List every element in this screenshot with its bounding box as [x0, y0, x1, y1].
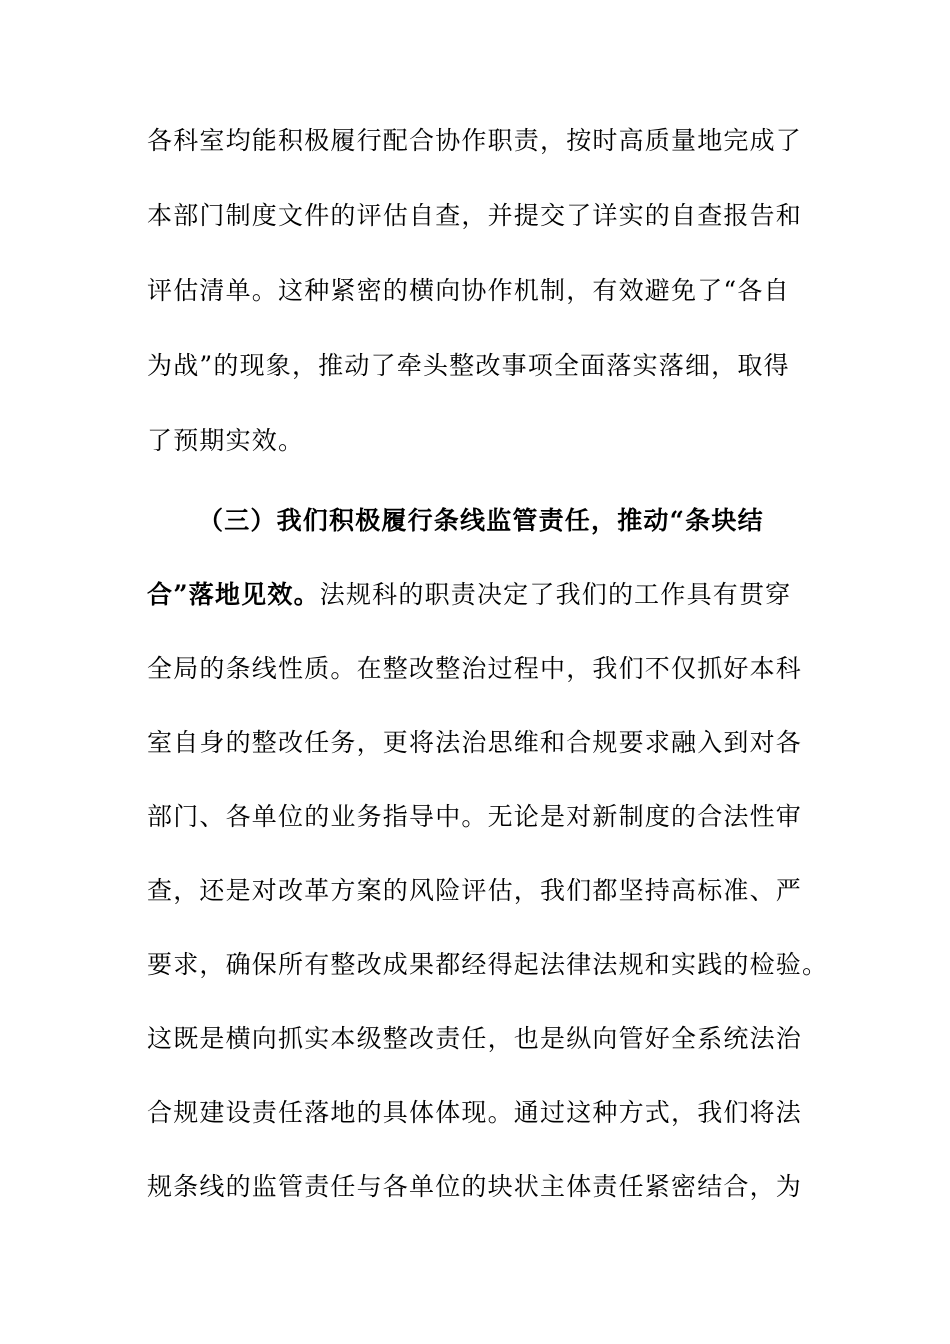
paragraph-line: 这既是横向抓实本级整改责任，也是纵向管好全系统法治 — [147, 1024, 803, 1053]
paragraph-line: 要求，确保所有整改成果都经得起法律法规和实践的检验。 — [147, 950, 829, 979]
paragraph-line: 为战”的现象，推动了牵头整改事项全面落实落细，取得 — [147, 351, 790, 380]
paragraph-line: 规条线的监管责任与各单位的块状主体责任紧密结合，为 — [147, 1172, 803, 1201]
paragraph-line: 了预期实效。 — [147, 426, 305, 455]
paragraph-line: 全局的条线性质。在整改整治过程中，我们不仅抓好本科 — [147, 654, 803, 683]
paragraph-line: 查，还是对改革方案的风险评估，我们都坚持高标准、严 — [147, 876, 803, 905]
paragraph-line: 各科室均能积极履行配合协作职责，按时高质量地完成了 — [147, 126, 803, 155]
section-heading-end: 合”落地见效。 — [147, 580, 320, 609]
heading-continuation-line — [147, 578, 791, 612]
section-heading: （三）我们积极履行条线监管责任，推动“条块结 — [198, 506, 764, 535]
paragraph-line: 部门、各单位的业务指导中。无论是对新制度的合法性审 — [147, 802, 803, 831]
paragraph-line: 合规建设责任落地的具体体现。通过这种方式，我们将法 — [147, 1098, 803, 1127]
paragraph-line: 本部门制度文件的评估自查，并提交了详实的自查报告和 — [147, 201, 803, 230]
paragraph-text: 法规科的职责决定了我们的工作具有贯穿 — [319, 580, 792, 609]
paragraph-line: 室自身的整改任务，更将法治思维和合规要求融入到对各 — [147, 728, 803, 757]
paragraph-line: 评估清单。这种紧密的横向协作机制，有效避免了“各自 — [147, 276, 790, 305]
